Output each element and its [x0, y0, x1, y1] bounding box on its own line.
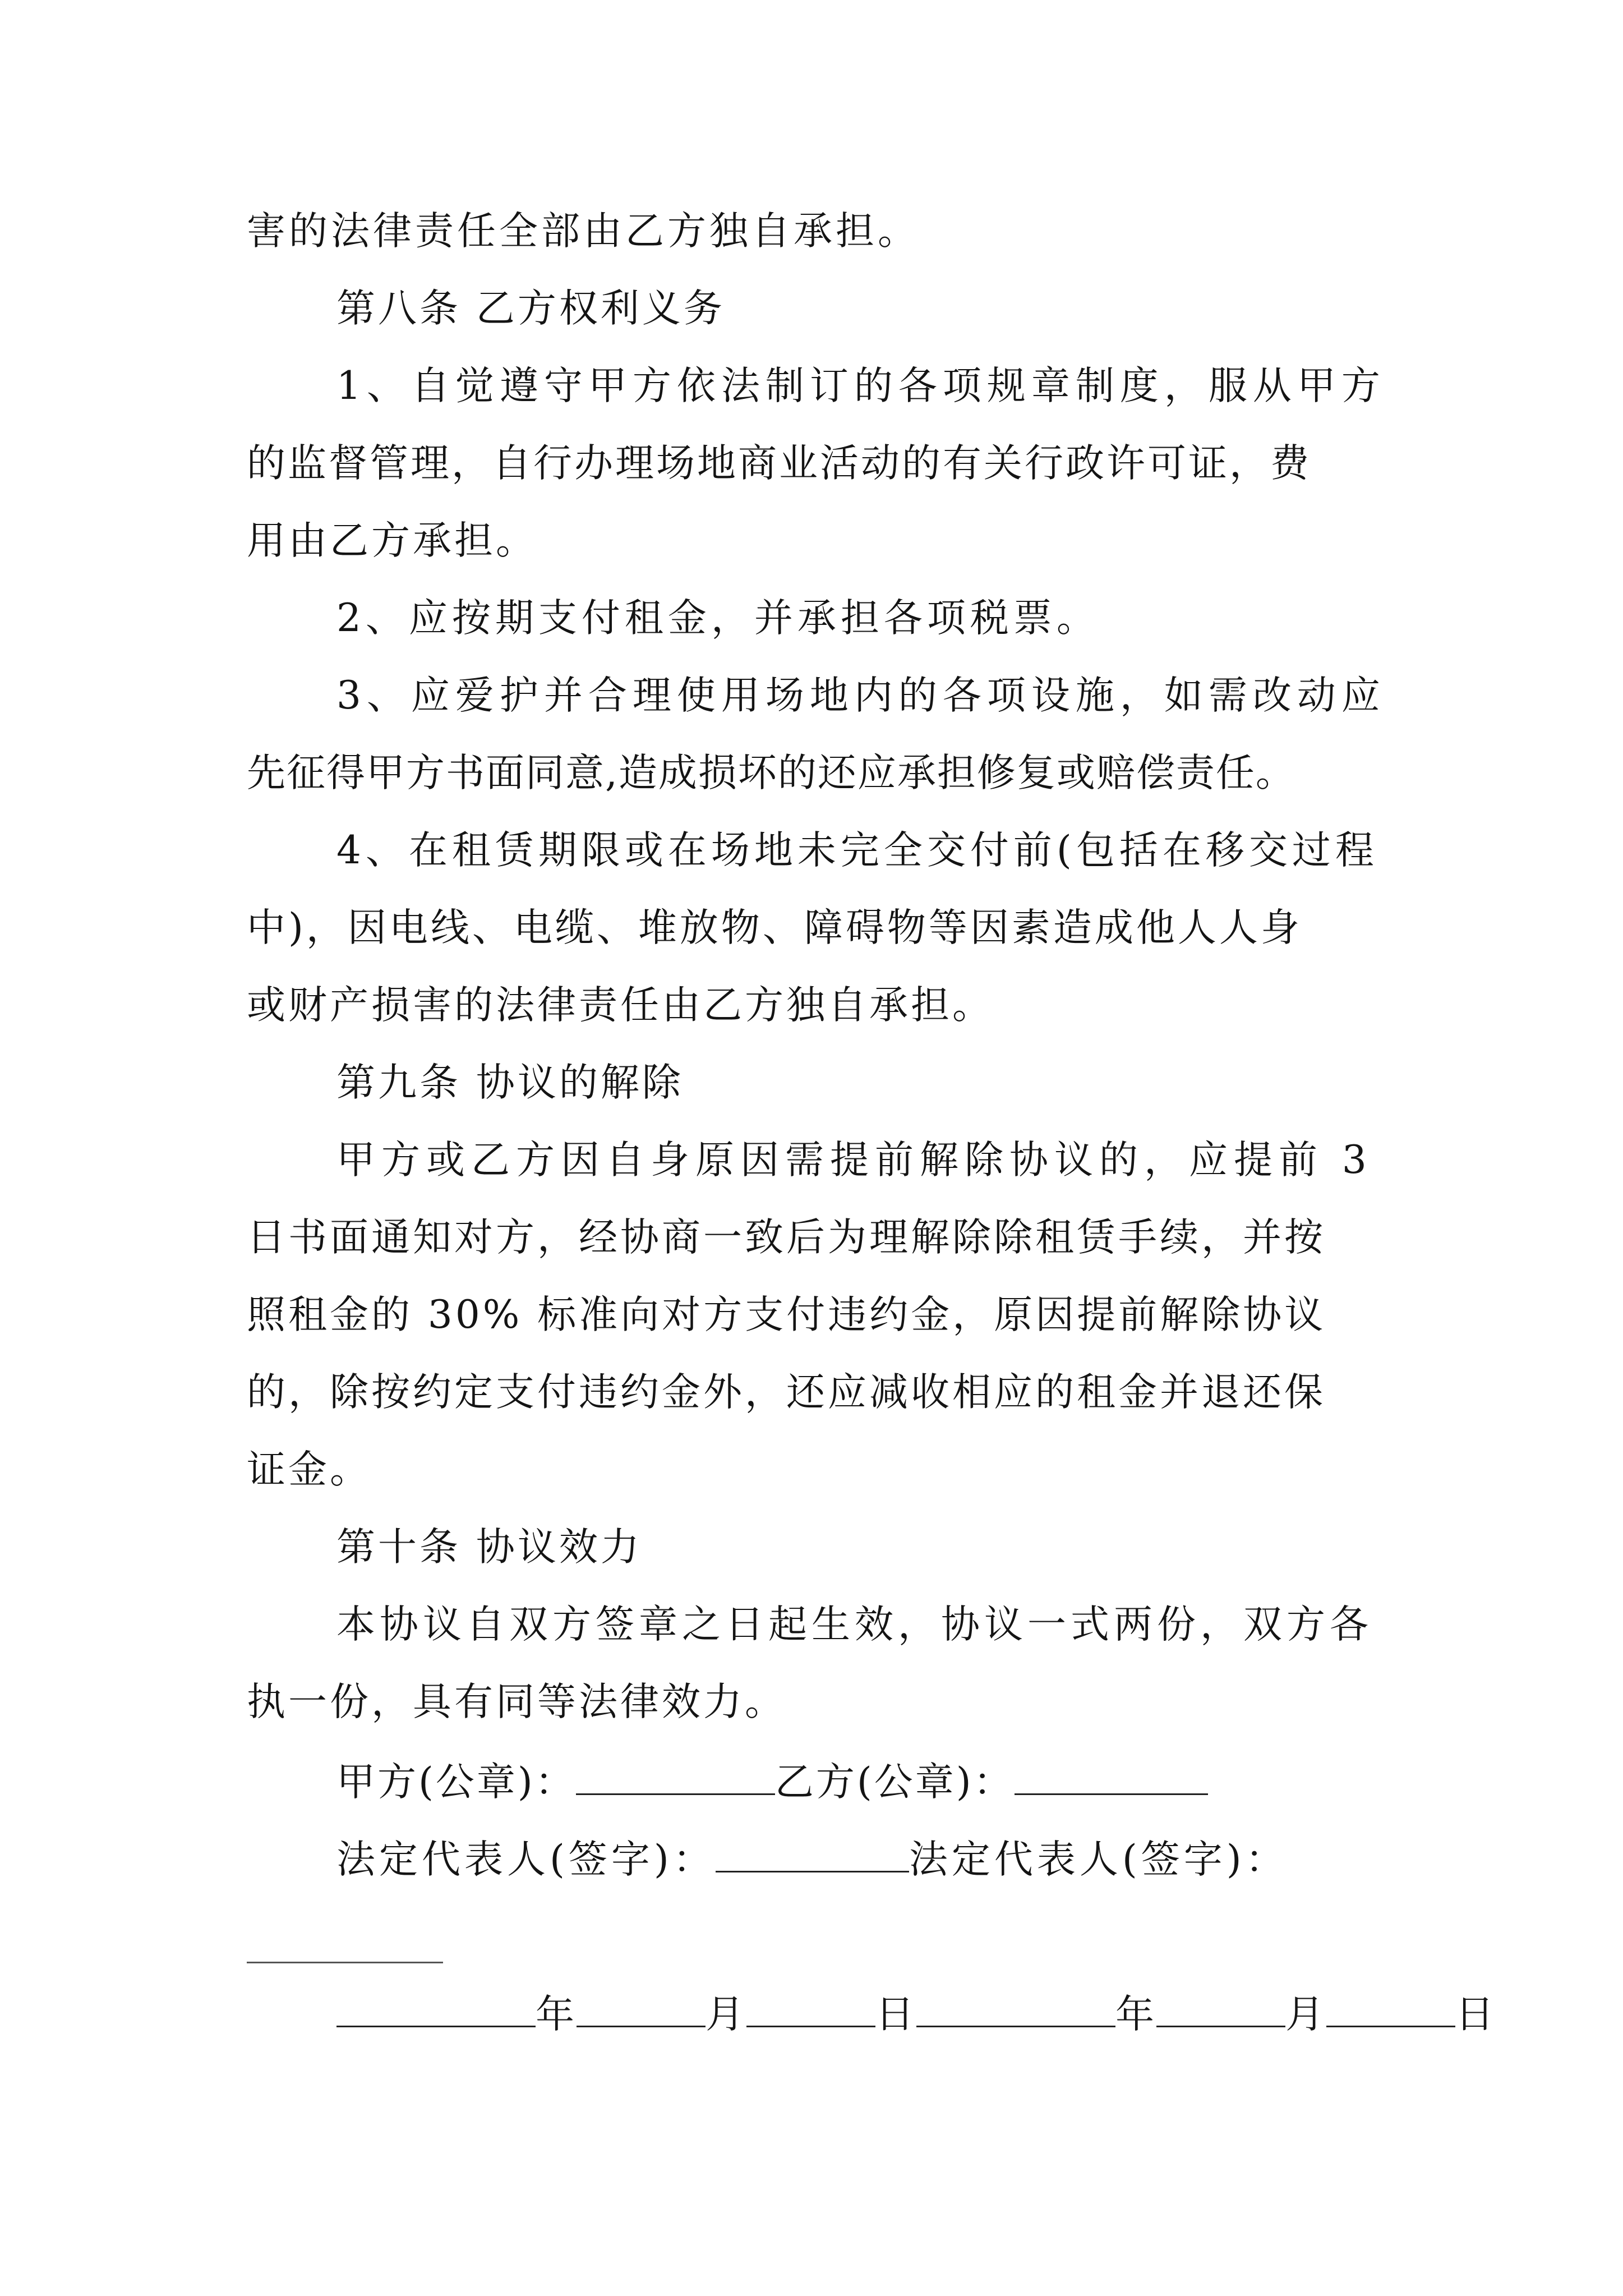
section-heading-8: 第八条 乙方权利义务 [336, 286, 725, 331]
paragraph-line: 日书面通知对方，经协商一致后为理解除除租赁手续，并按 [247, 1215, 1326, 1260]
month-label: 月 [706, 1992, 746, 2037]
rep-a-label: 法定代表人(签字)： [336, 1837, 716, 1882]
date-b-month-blank[interactable] [1156, 1984, 1285, 2027]
day-label: 日 [1455, 1992, 1496, 2037]
paragraph-line: 甲方或乙方因自身原因需提前解除协议的，应提前 3 [336, 1138, 1373, 1182]
year-label: 年 [536, 1992, 577, 2037]
paragraph-line: 中)，因电线、电缆、堆放物、障碍物等因素造成他人人身 [247, 905, 1302, 950]
paragraph-line: 的监督管理，自行办理场地商业活动的有关行政许可证，费 [247, 441, 1311, 486]
signature-parties-row [336, 1751, 1208, 1807]
date-b-day-blank[interactable] [1326, 1984, 1455, 2027]
year-label: 年 [1115, 1992, 1156, 2037]
party-a-seal-blank[interactable] [576, 1751, 775, 1795]
paragraph-line: 或财产损害的法律责任由乙方独自承担。 [247, 983, 994, 1028]
day-label: 日 [875, 1992, 916, 2037]
party-a-label: 甲方(公章)： [336, 1760, 576, 1805]
date-a-day-blank[interactable] [746, 1984, 875, 2027]
party-b-label: 乙方(公章)： [774, 1760, 1015, 1805]
party-b-seal-blank[interactable] [1015, 1751, 1208, 1795]
rep-b-signature-blank-continued[interactable] [247, 1962, 443, 1963]
date-a-year-blank[interactable] [336, 1984, 536, 2027]
paragraph-line: 照租金的 30% 标准向对方支付违约金，原因提前解除协议 [247, 1292, 1326, 1337]
rep-b-label: 法定代表人(签字)： [909, 1837, 1288, 1882]
date-row [336, 1984, 1496, 2040]
paragraph-line: 1、自觉遵守甲方依法制订的各项规章制度，服从甲方 [336, 364, 1386, 408]
paragraph-line: 害的法律责任全部由乙方独自承担。 [247, 209, 920, 254]
paragraph-line: 先征得甲方书面同意,造成损坏的还应承担修复或赔偿责任。 [247, 751, 1295, 795]
paragraph-line: 证金。 [247, 1447, 371, 1492]
paragraph-line: 执一份，具有同等法律效力。 [247, 1680, 786, 1724]
paragraph-line: 2、应按期支付租金，并承担各项税票。 [336, 596, 1100, 641]
paragraph-line: 3、应爱护并合理使用场地内的各项设施，如需改动应 [336, 673, 1386, 718]
rep-a-signature-blank[interactable] [716, 1829, 909, 1872]
section-heading-9: 第九条 协议的解除 [336, 1060, 684, 1105]
paragraph-line: 4、在租赁期限或在场地未完全交付前(包括在移交过程 [336, 828, 1378, 873]
signature-representatives-row [336, 1829, 1288, 1885]
date-a-month-blank[interactable] [577, 1984, 706, 2027]
date-b-year-blank[interactable] [916, 1984, 1115, 2027]
month-label: 月 [1285, 1992, 1326, 2037]
section-heading-10: 第十条 协议效力 [336, 1525, 642, 1570]
paragraph-line: 的，除按约定支付违约金外，还应减收相应的租金并退还保 [247, 1370, 1326, 1415]
paragraph-line: 本协议自双方签章之日起生效，协议一式两份，双方各 [336, 1602, 1373, 1647]
paragraph-line: 用由乙方承担。 [247, 518, 537, 563]
